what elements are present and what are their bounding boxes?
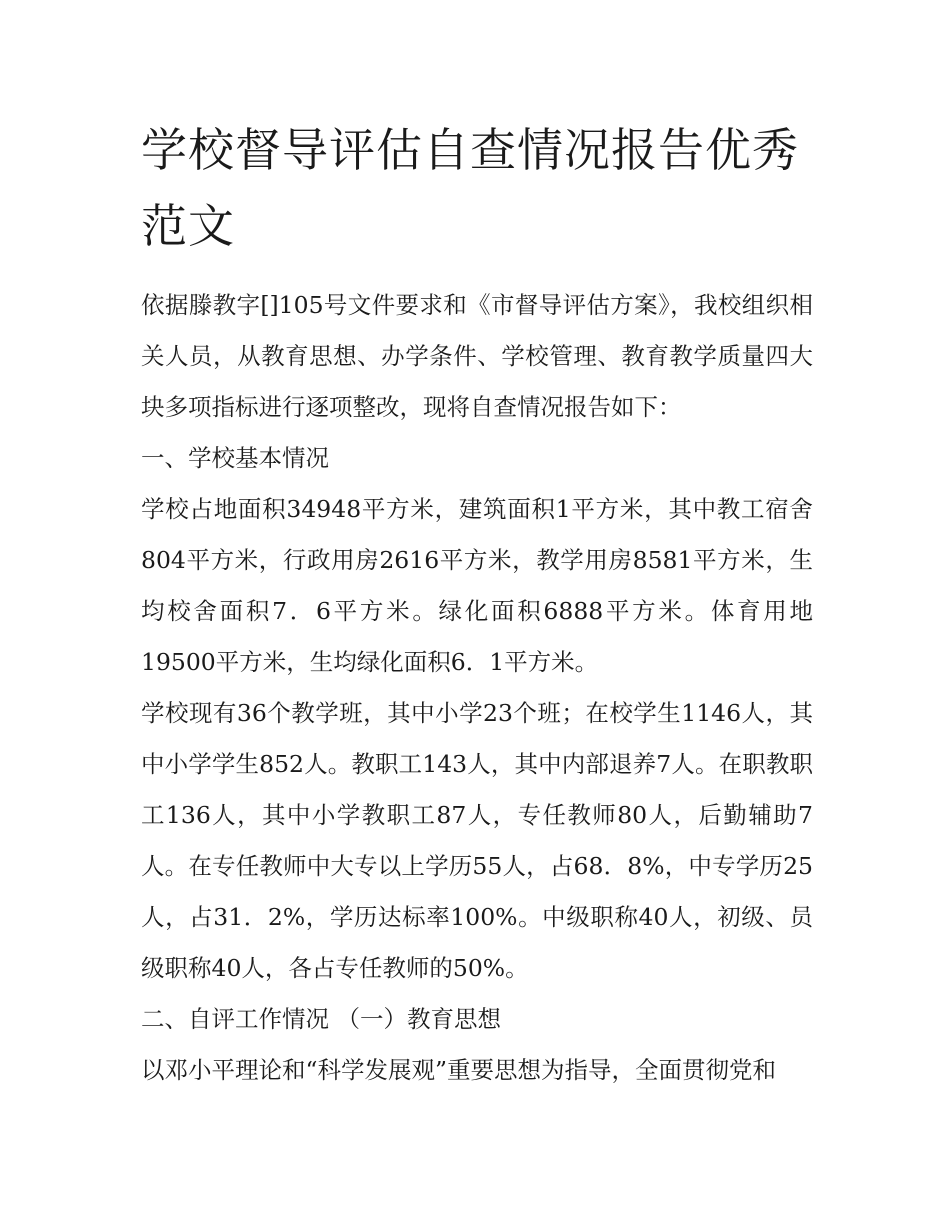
paragraph-intro: 依据滕教字[]105号文件要求和《市督导评估方案》，我校组织相关人员，从教育思想、办学条件、学校管理、教育教学质量四大块多项指标进行逐项整改，现将自查情况报告如下：: [141, 291, 813, 421]
paragraph-staff-students: 学校现有36个教学班，其中小学23个班；在校学生1146人，其中小学学生852人。教职工143人，其中内部退养7人。在职教职工136人，其中小学教职工87人，专任教师80人，后勤辅助7人。在专任教师中大专以上学历55人，占68．8%，中专学历25人，占31．2%，学历达标率100%。中级职称40人，初级、员级职称40人，各占专任教师的50%。: [141, 699, 813, 982]
document-title: 学校督导评估自查情况报告优秀范文: [141, 123, 799, 253]
paragraph-education-thought: 以邓小平理论和“科学发展观”重要思想为指导，全面贯彻党和: [141, 1056, 777, 1084]
section-heading-basic-info: 一、学校基本情况: [141, 444, 329, 472]
document-body: [141, 280, 813, 1096]
document-page: [141, 112, 813, 1096]
section-heading-self-evaluation: 二、自评工作情况 （一）教育思想: [141, 1005, 501, 1033]
paragraph-campus-area: 学校占地面积34948平方米，建筑面积1平方米，其中教工宿舍804平方米，行政用房2616平方米，教学用房8581平方米，生均校舍面积7．6平方米。绿化面积6888平方米。体育用地19500平方米，生均绿化面积6．1平方米。: [141, 495, 813, 676]
